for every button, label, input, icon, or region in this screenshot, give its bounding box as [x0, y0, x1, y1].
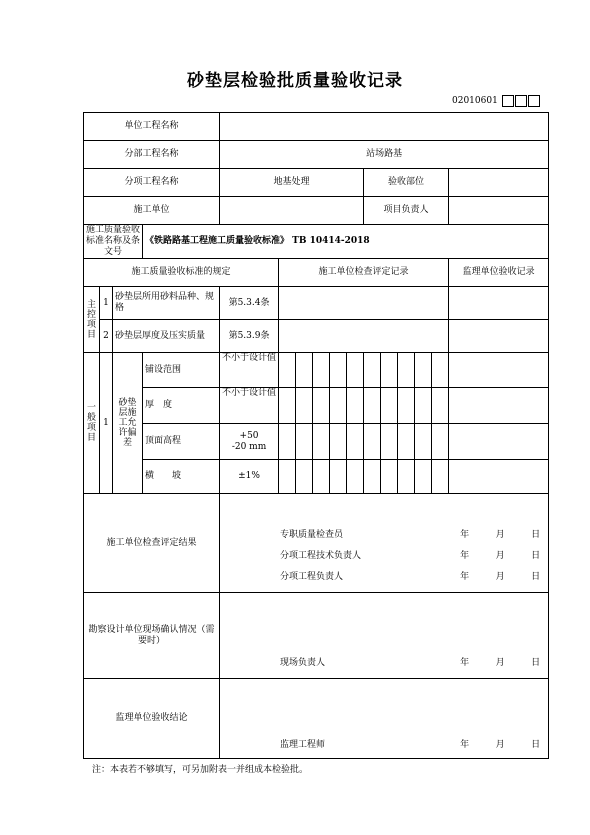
year-label: 年	[460, 572, 470, 582]
month-label: 月	[495, 740, 505, 750]
check-cell[interactable]	[279, 353, 296, 388]
self-check-header: 施工单位检查评定记录	[279, 259, 449, 287]
check-cell[interactable]	[296, 460, 313, 494]
month-label: 月	[495, 530, 505, 540]
survey-design-cell[interactable]	[220, 593, 549, 679]
unit-project-value[interactable]	[220, 113, 549, 141]
check-cell[interactable]	[364, 460, 381, 494]
check-cell[interactable]	[279, 424, 296, 460]
construction-check-label: 施工单位检查评定结果	[84, 494, 220, 593]
tech-leader-label: 分项工程技术负责人	[280, 551, 362, 561]
general-item-value: ±1%	[220, 460, 279, 494]
signature-line	[280, 653, 540, 674]
check-cell[interactable]	[415, 460, 432, 494]
general-item-name: 铺设范围	[143, 353, 220, 388]
check-cell[interactable]	[296, 353, 313, 388]
main-item-clause: 第5.3.4条	[220, 287, 279, 320]
day-label: 日	[531, 551, 541, 561]
check-cell[interactable]	[330, 424, 347, 460]
inspection-table	[83, 112, 549, 759]
check-cell[interactable]	[364, 388, 381, 424]
check-cell[interactable]	[398, 353, 415, 388]
signature-line	[280, 525, 540, 546]
date-field[interactable]	[460, 546, 540, 567]
check-cell[interactable]	[398, 460, 415, 494]
check-cell[interactable]	[432, 388, 449, 424]
year-label: 年	[460, 740, 470, 750]
year-label: 年	[460, 530, 470, 540]
accept-part-value[interactable]	[449, 169, 549, 197]
general-item-name: 厚 度	[143, 388, 220, 424]
check-cell[interactable]	[398, 424, 415, 460]
signature-line	[280, 567, 540, 588]
signature-line	[280, 546, 540, 567]
check-cell[interactable]	[381, 353, 398, 388]
date-field[interactable]	[460, 735, 540, 756]
construction-check-cell[interactable]	[220, 494, 549, 593]
supervision-unit-cell[interactable]	[220, 679, 549, 759]
date-field[interactable]	[460, 567, 540, 588]
check-cell[interactable]	[415, 424, 432, 460]
survey-design-label: 勘察设计单位现场确认情况（需要时）	[84, 593, 220, 679]
project-leader-label: 项目负责人	[364, 197, 449, 225]
form-code-number: 02010601	[452, 96, 498, 106]
signature-line	[280, 735, 540, 756]
general-item-value: 不小于设计值	[220, 353, 279, 388]
item-project-value[interactable]: 地基处理	[220, 169, 364, 197]
date-field[interactable]	[460, 653, 540, 674]
check-cell[interactable]	[313, 388, 330, 424]
main-item-text: 砂垫层厚度及压实质量	[113, 320, 220, 353]
main-item-check[interactable]	[279, 287, 449, 320]
check-cell[interactable]	[296, 388, 313, 424]
main-item-check[interactable]	[279, 320, 449, 353]
main-item-text: 砂垫层所用砂料品种、规格	[113, 287, 220, 320]
sub-project-label: 分部工程名称	[84, 141, 220, 169]
supervision-unit-label: 监理单位验收结论	[84, 679, 220, 759]
general-label: 一般项目	[84, 353, 100, 494]
general-item-value: +50 -20 mm	[220, 424, 279, 460]
supervision-engineer-label: 监理工程师	[280, 740, 326, 750]
general-group-label: 砂垫层施工允许偏差	[113, 353, 143, 494]
check-cell[interactable]	[381, 424, 398, 460]
day-label: 日	[531, 658, 541, 668]
check-cell[interactable]	[347, 353, 364, 388]
general-item-name: 横 坡	[143, 460, 220, 494]
check-cell[interactable]	[432, 353, 449, 388]
general-item-no: 1	[100, 353, 113, 494]
check-cell[interactable]	[347, 460, 364, 494]
check-cell[interactable]	[313, 460, 330, 494]
standard-value[interactable]: 《铁路路基工程施工质量验收标准》 TB 10414-2018	[143, 225, 549, 259]
check-cell[interactable]	[279, 460, 296, 494]
code-box[interactable]	[502, 95, 514, 107]
main-control-label: 主控项目	[84, 287, 100, 353]
page-title: 砂垫层检验批质量验收记录	[187, 71, 403, 91]
check-cell[interactable]	[313, 353, 330, 388]
form-code	[452, 93, 540, 109]
check-cell[interactable]	[432, 460, 449, 494]
standard-label: 施工质量验收标准名称及条文号	[84, 225, 143, 259]
check-cell[interactable]	[330, 353, 347, 388]
quality-inspector-label: 专职质量检查员	[280, 530, 344, 540]
check-cell[interactable]	[381, 388, 398, 424]
check-cell[interactable]	[279, 388, 296, 424]
accept-part-label: 验收部位	[364, 169, 449, 197]
month-label: 月	[495, 658, 505, 668]
general-item-name: 顶面高程	[143, 424, 220, 460]
sub-project-value[interactable]: 站场路基	[220, 141, 549, 169]
construction-unit-label: 施工单位	[84, 197, 220, 225]
general-supervision[interactable]	[449, 460, 549, 494]
month-label: 月	[495, 572, 505, 582]
check-cell[interactable]	[330, 388, 347, 424]
check-cell[interactable]	[415, 388, 432, 424]
check-cell[interactable]	[415, 353, 432, 388]
project-leader-value[interactable]	[449, 197, 549, 225]
check-cell[interactable]	[330, 460, 347, 494]
spec-header: 施工质量验收标准的规定	[84, 259, 279, 287]
general-supervision[interactable]	[449, 353, 549, 388]
check-cell[interactable]	[381, 460, 398, 494]
day-label: 日	[531, 740, 541, 750]
year-label: 年	[460, 658, 470, 668]
main-item-clause: 第5.3.9条	[220, 320, 279, 353]
footnote: 注：本表若不够填写，可另加附表一并组成本检验批。	[92, 765, 309, 775]
check-cell[interactable]	[364, 353, 381, 388]
check-cell[interactable]	[347, 424, 364, 460]
main-item-supervision[interactable]	[449, 320, 549, 353]
main-item-no: 1	[100, 287, 113, 320]
code-box[interactable]	[515, 95, 527, 107]
check-cell[interactable]	[347, 388, 364, 424]
unit-project-label: 单位工程名称	[84, 113, 220, 141]
check-cell[interactable]	[398, 388, 415, 424]
day-label: 日	[531, 572, 541, 582]
check-cell[interactable]	[313, 424, 330, 460]
day-label: 日	[531, 530, 541, 540]
supervision-header: 监理单位验收记录	[449, 259, 549, 287]
check-cell[interactable]	[296, 424, 313, 460]
general-supervision[interactable]	[449, 388, 549, 424]
item-leader-label: 分项工程负责人	[280, 572, 344, 582]
item-project-label: 分项工程名称	[84, 169, 220, 197]
general-supervision[interactable]	[449, 424, 549, 460]
main-item-no: 2	[100, 320, 113, 353]
code-box[interactable]	[528, 95, 540, 107]
site-leader-label: 现场负责人	[280, 658, 326, 668]
month-label: 月	[495, 551, 505, 561]
general-item-value: 不小于设计值	[220, 388, 279, 424]
main-item-supervision[interactable]	[449, 287, 549, 320]
date-field[interactable]	[460, 525, 540, 546]
construction-unit-value[interactable]	[220, 197, 364, 225]
year-label: 年	[460, 551, 470, 561]
check-cell[interactable]	[364, 424, 381, 460]
check-cell[interactable]	[432, 424, 449, 460]
